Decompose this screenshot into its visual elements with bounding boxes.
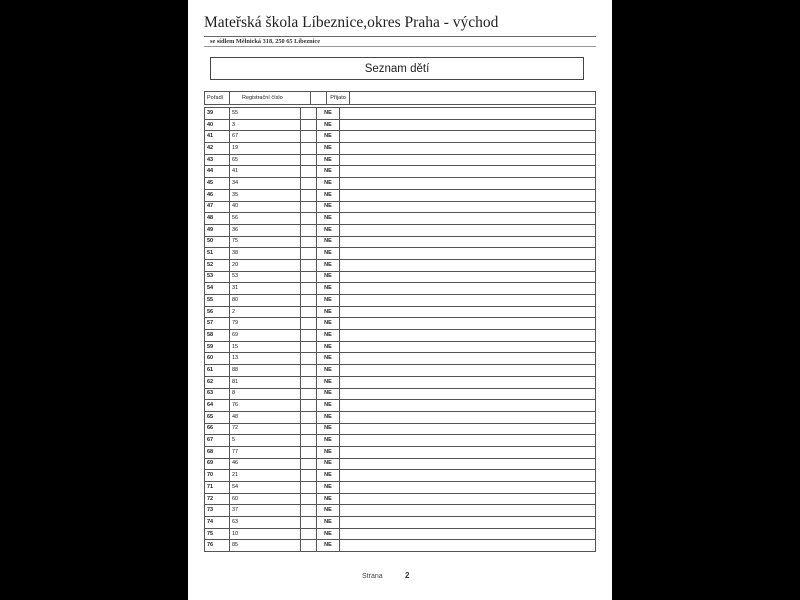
row-order: 75 — [205, 528, 230, 540]
row-notes — [340, 131, 596, 143]
row-order: 45 — [205, 178, 230, 190]
row-registration: 48 — [230, 411, 301, 423]
row-registration: 88 — [230, 365, 301, 377]
row-accepted: NE — [317, 224, 340, 236]
row-registration: 36 — [230, 224, 301, 236]
row-notes — [340, 493, 596, 505]
table-row — [205, 400, 596, 412]
row-registration: 15 — [230, 341, 301, 353]
row-blank — [301, 154, 317, 166]
table-row — [205, 318, 596, 330]
table-header — [204, 91, 596, 105]
row-order: 51 — [205, 248, 230, 260]
document-subtitle: se sídlem Mělnická 318, 250 65 Líbeznice — [210, 38, 321, 45]
row-order: 73 — [205, 505, 230, 517]
row-accepted: NE — [317, 458, 340, 470]
table-row — [205, 178, 596, 190]
row-order: 42 — [205, 143, 230, 155]
list-title-box — [210, 57, 584, 80]
row-blank — [301, 330, 317, 342]
row-accepted: NE — [317, 318, 340, 330]
row-notes — [340, 365, 596, 377]
page-label: Strana — [362, 573, 383, 580]
row-registration: 72 — [230, 423, 301, 435]
table-row — [205, 470, 596, 482]
row-order: 62 — [205, 376, 230, 388]
header-registration: Registrační číslo — [230, 92, 311, 105]
row-registration: 46 — [230, 458, 301, 470]
row-registration: 34 — [230, 178, 301, 190]
row-notes — [340, 236, 596, 248]
row-accepted: NE — [317, 411, 340, 423]
row-order: 65 — [205, 411, 230, 423]
row-accepted: NE — [317, 154, 340, 166]
row-blank — [301, 283, 317, 295]
row-accepted: NE — [317, 283, 340, 295]
row-blank — [301, 411, 317, 423]
row-order: 76 — [205, 540, 230, 552]
row-registration: 38 — [230, 248, 301, 260]
table-row — [205, 271, 596, 283]
row-accepted: NE — [317, 271, 340, 283]
row-registration: 37 — [230, 505, 301, 517]
row-notes — [340, 306, 596, 318]
row-notes — [340, 435, 596, 447]
row-order: 56 — [205, 306, 230, 318]
row-accepted: NE — [317, 189, 340, 201]
row-blank — [301, 236, 317, 248]
document-page — [188, 0, 612, 600]
row-accepted: NE — [317, 201, 340, 213]
table-row — [205, 482, 596, 494]
row-order: 52 — [205, 259, 230, 271]
table-row — [205, 411, 596, 423]
subtitle-divider — [204, 46, 596, 47]
row-registration: 3 — [230, 119, 301, 131]
row-blank — [301, 108, 317, 120]
row-notes — [340, 458, 596, 470]
table-row — [205, 236, 596, 248]
row-blank — [301, 540, 317, 552]
table-row — [205, 388, 596, 400]
table-row — [205, 295, 596, 307]
row-order: 39 — [205, 108, 230, 120]
row-order: 64 — [205, 400, 230, 412]
row-order: 69 — [205, 458, 230, 470]
row-registration: 21 — [230, 470, 301, 482]
row-registration: 67 — [230, 131, 301, 143]
row-notes — [340, 341, 596, 353]
row-accepted: NE — [317, 493, 340, 505]
row-notes — [340, 283, 596, 295]
row-accepted: NE — [317, 470, 340, 482]
row-registration: 75 — [230, 236, 301, 248]
table-row — [205, 446, 596, 458]
row-registration: 80 — [230, 295, 301, 307]
row-accepted: NE — [317, 341, 340, 353]
row-registration: 19 — [230, 143, 301, 155]
row-order: 53 — [205, 271, 230, 283]
row-blank — [301, 318, 317, 330]
header-blank — [311, 92, 327, 105]
row-blank — [301, 166, 317, 178]
row-registration: 8 — [230, 388, 301, 400]
page-number: 2 — [405, 571, 410, 580]
row-registration: 76 — [230, 400, 301, 412]
row-order: 46 — [205, 189, 230, 201]
row-notes — [340, 271, 596, 283]
row-registration: 20 — [230, 259, 301, 271]
table-row — [205, 458, 596, 470]
row-order: 54 — [205, 283, 230, 295]
row-registration: 53 — [230, 271, 301, 283]
row-order: 72 — [205, 493, 230, 505]
table-row — [205, 341, 596, 353]
row-accepted: NE — [317, 517, 340, 529]
row-blank — [301, 295, 317, 307]
row-notes — [340, 446, 596, 458]
table-row — [205, 365, 596, 377]
table-row — [205, 353, 596, 365]
row-order: 60 — [205, 353, 230, 365]
row-order: 40 — [205, 119, 230, 131]
row-registration: 31 — [230, 283, 301, 295]
row-accepted: NE — [317, 131, 340, 143]
table-row — [205, 330, 596, 342]
row-blank — [301, 119, 317, 131]
header-notes — [350, 92, 596, 105]
row-blank — [301, 353, 317, 365]
row-registration: 65 — [230, 154, 301, 166]
row-order: 59 — [205, 341, 230, 353]
table-row — [205, 213, 596, 225]
row-accepted: NE — [317, 236, 340, 248]
row-notes — [340, 248, 596, 260]
row-accepted: NE — [317, 213, 340, 225]
header-accepted: Přijato — [327, 92, 350, 105]
row-accepted: NE — [317, 505, 340, 517]
table-row — [205, 435, 596, 447]
table-row — [205, 493, 596, 505]
row-registration: 41 — [230, 166, 301, 178]
row-blank — [301, 517, 317, 529]
row-registration: 55 — [230, 108, 301, 120]
row-notes — [340, 423, 596, 435]
row-notes — [340, 178, 596, 190]
row-notes — [340, 154, 596, 166]
row-registration: 77 — [230, 446, 301, 458]
table-row — [205, 201, 596, 213]
row-order: 55 — [205, 295, 230, 307]
row-accepted: NE — [317, 259, 340, 271]
row-blank — [301, 528, 317, 540]
table-row — [205, 131, 596, 143]
row-accepted: NE — [317, 528, 340, 540]
row-notes — [340, 517, 596, 529]
row-blank — [301, 388, 317, 400]
row-notes — [340, 470, 596, 482]
table-row — [205, 166, 596, 178]
row-blank — [301, 306, 317, 318]
row-accepted: NE — [317, 166, 340, 178]
row-notes — [340, 201, 596, 213]
table-row — [205, 224, 596, 236]
row-blank — [301, 365, 317, 377]
row-accepted: NE — [317, 295, 340, 307]
row-registration: 40 — [230, 201, 301, 213]
row-registration: 5 — [230, 435, 301, 447]
row-registration: 60 — [230, 493, 301, 505]
row-order: 74 — [205, 517, 230, 529]
row-accepted: NE — [317, 482, 340, 494]
row-registration: 85 — [230, 540, 301, 552]
row-notes — [340, 224, 596, 236]
row-accepted: NE — [317, 143, 340, 155]
table-row — [205, 259, 596, 271]
row-notes — [340, 213, 596, 225]
row-order: 67 — [205, 435, 230, 447]
row-notes — [340, 400, 596, 412]
header-row — [205, 92, 596, 105]
table-row — [205, 248, 596, 260]
row-registration: 81 — [230, 376, 301, 388]
row-order: 49 — [205, 224, 230, 236]
row-notes — [340, 411, 596, 423]
row-blank — [301, 446, 317, 458]
row-registration: 10 — [230, 528, 301, 540]
table-row — [205, 376, 596, 388]
row-blank — [301, 259, 317, 271]
children-table — [204, 107, 596, 552]
row-registration: 54 — [230, 482, 301, 494]
row-accepted: NE — [317, 376, 340, 388]
row-registration: 35 — [230, 189, 301, 201]
row-accepted: NE — [317, 248, 340, 260]
row-blank — [301, 213, 317, 225]
row-notes — [340, 388, 596, 400]
row-accepted: NE — [317, 353, 340, 365]
row-blank — [301, 400, 317, 412]
row-accepted: NE — [317, 330, 340, 342]
row-order: 63 — [205, 388, 230, 400]
row-notes — [340, 318, 596, 330]
row-order: 61 — [205, 365, 230, 377]
row-notes — [340, 189, 596, 201]
row-blank — [301, 376, 317, 388]
row-blank — [301, 482, 317, 494]
row-registration: 56 — [230, 213, 301, 225]
row-notes — [340, 528, 596, 540]
row-order: 47 — [205, 201, 230, 213]
row-order: 43 — [205, 154, 230, 166]
row-notes — [340, 482, 596, 494]
row-registration: 69 — [230, 330, 301, 342]
row-registration: 13 — [230, 353, 301, 365]
row-notes — [340, 330, 596, 342]
row-blank — [301, 131, 317, 143]
row-blank — [301, 248, 317, 260]
row-accepted: NE — [317, 435, 340, 447]
row-blank — [301, 435, 317, 447]
row-blank — [301, 341, 317, 353]
row-order: 44 — [205, 166, 230, 178]
row-blank — [301, 505, 317, 517]
row-order: 66 — [205, 423, 230, 435]
row-order: 70 — [205, 470, 230, 482]
row-blank — [301, 224, 317, 236]
row-accepted: NE — [317, 365, 340, 377]
list-title: Seznam dětí — [364, 62, 430, 75]
row-notes — [340, 119, 596, 131]
row-notes — [340, 143, 596, 155]
row-notes — [340, 166, 596, 178]
row-accepted: NE — [317, 108, 340, 120]
row-blank — [301, 470, 317, 482]
row-accepted: NE — [317, 540, 340, 552]
row-accepted: NE — [317, 178, 340, 190]
table-row — [205, 528, 596, 540]
row-blank — [301, 271, 317, 283]
table-row — [205, 306, 596, 318]
row-registration: 79 — [230, 318, 301, 330]
row-blank — [301, 493, 317, 505]
title-divider — [204, 36, 596, 37]
row-blank — [301, 143, 317, 155]
header-order: Pořadí — [205, 92, 230, 105]
table-row — [205, 119, 596, 131]
table-row — [205, 143, 596, 155]
row-notes — [340, 259, 596, 271]
row-accepted: NE — [317, 446, 340, 458]
table-row — [205, 505, 596, 517]
document-title: Mateřská škola Líbeznice,okres Praha - východ — [204, 14, 499, 31]
table-row — [205, 423, 596, 435]
table-row — [205, 283, 596, 295]
row-registration: 63 — [230, 517, 301, 529]
row-accepted: NE — [317, 423, 340, 435]
row-order: 58 — [205, 330, 230, 342]
row-accepted: NE — [317, 400, 340, 412]
table-row — [205, 540, 596, 552]
row-blank — [301, 423, 317, 435]
row-order: 48 — [205, 213, 230, 225]
row-notes — [340, 540, 596, 552]
row-order: 68 — [205, 446, 230, 458]
row-blank — [301, 189, 317, 201]
table-row — [205, 517, 596, 529]
row-notes — [340, 295, 596, 307]
table-row — [205, 108, 596, 120]
row-blank — [301, 201, 317, 213]
row-order: 57 — [205, 318, 230, 330]
row-notes — [340, 505, 596, 517]
row-accepted: NE — [317, 388, 340, 400]
row-accepted: NE — [317, 119, 340, 131]
row-notes — [340, 108, 596, 120]
row-notes — [340, 353, 596, 365]
row-accepted: NE — [317, 306, 340, 318]
row-blank — [301, 178, 317, 190]
table-row — [205, 154, 596, 166]
row-order: 50 — [205, 236, 230, 248]
row-order: 41 — [205, 131, 230, 143]
row-registration: 2 — [230, 306, 301, 318]
row-order: 71 — [205, 482, 230, 494]
row-notes — [340, 376, 596, 388]
row-blank — [301, 458, 317, 470]
table-row — [205, 189, 596, 201]
